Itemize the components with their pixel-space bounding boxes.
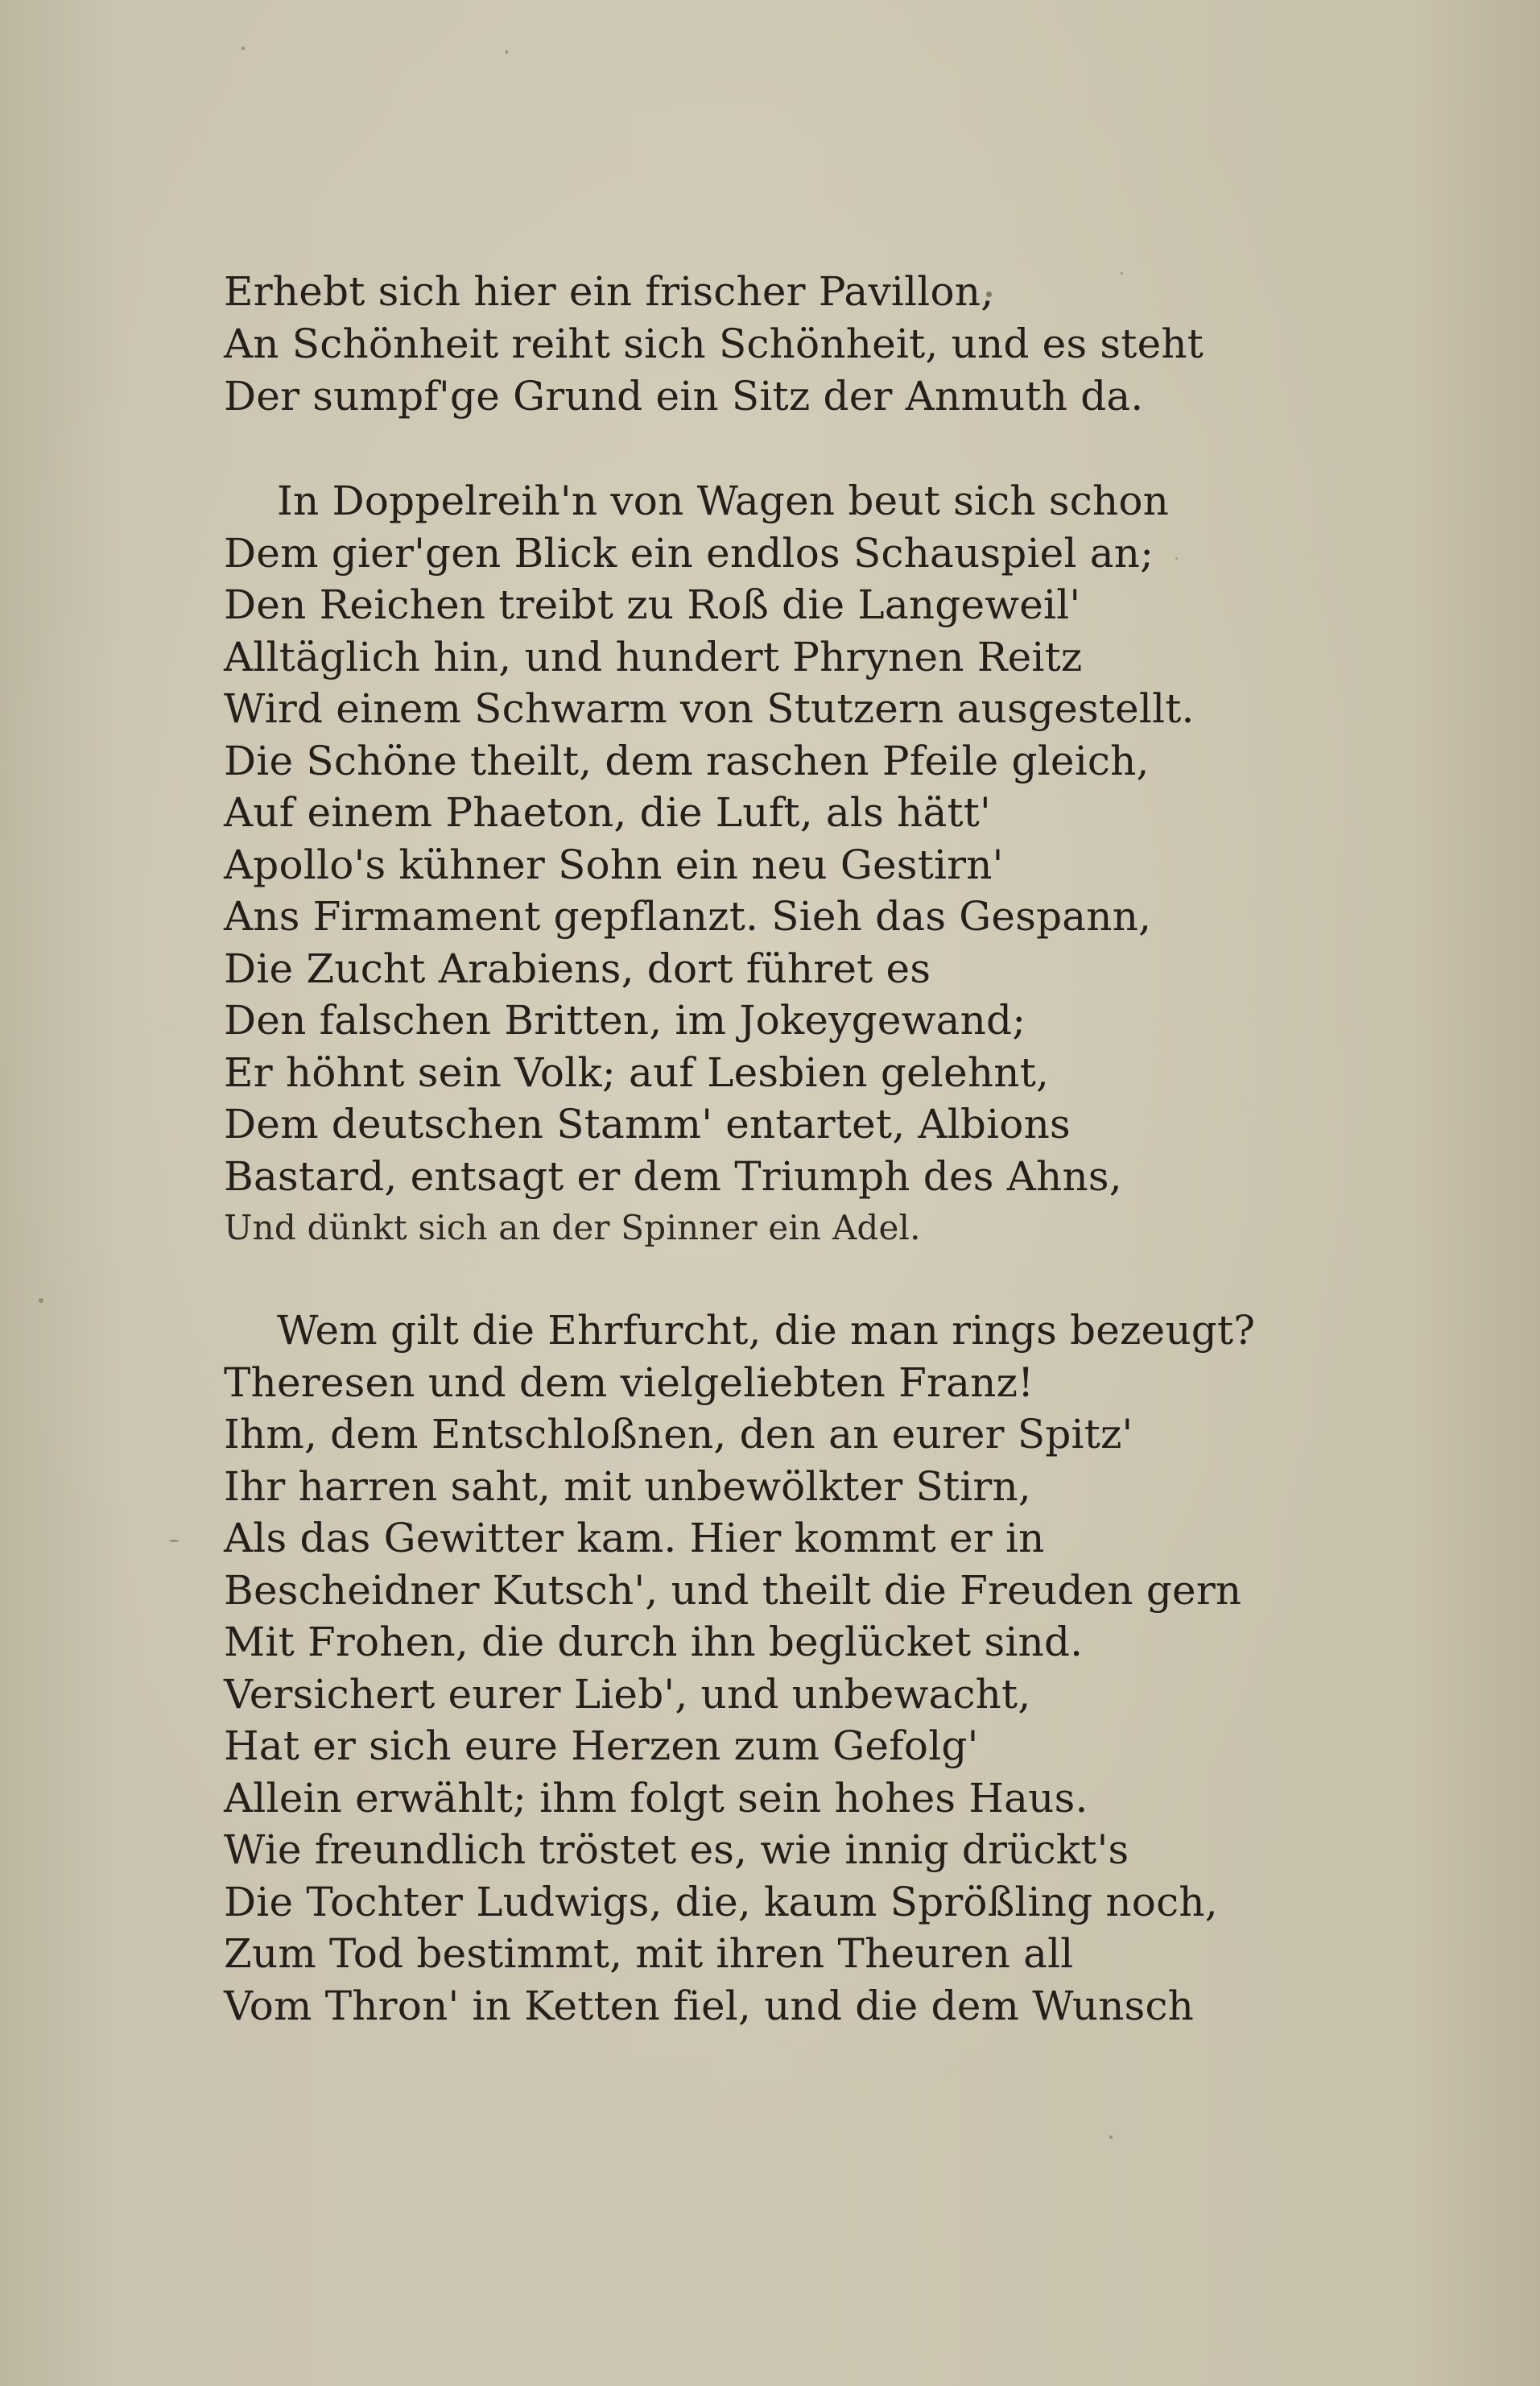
- verse-line: Auf einem Phaeton, die Luft, als hätt': [224, 789, 991, 836]
- verse-line: Bastard, entsagt er dem Triumph des Ahns,: [224, 1152, 1122, 1200]
- verse-line: Der sumpf'ge Grund ein Sitz der Anmuth da.: [224, 373, 1144, 420]
- verse-line: Ans Firmament gepflanzt. Sieh das Gespann,: [224, 893, 1152, 940]
- verse-line: Apollo's kühner Sohn ein neu Gestirn': [224, 841, 1004, 888]
- verse-line: Erhebt sich hier ein frischer Pavillon,: [224, 268, 994, 315]
- verse-line: Ihr harren saht, mit unbewölkter Stirn,: [224, 1462, 1031, 1510]
- verse-line: Wie freundlich tröstet es, wie innig drückt's: [224, 1826, 1129, 1873]
- verse-line: Die Schöne theilt, dem raschen Pfeile gleich,: [224, 737, 1150, 784]
- verse-line: Allein erwählt; ihm folgt sein hohes Haus.: [224, 1774, 1088, 1822]
- stanza: [224, 1305, 1256, 2032]
- verse-line: Theresen und dem vielgeliebten Franz!: [224, 1358, 1034, 1406]
- verse-line: Wem gilt die Ehrfurcht, die man rings bezeugt?: [277, 1307, 1256, 1354]
- verse-line: Die Tochter Ludwigs, die, kaum Sprößling noch,: [224, 1878, 1218, 1925]
- verse-line: Bescheidner Kutsch', und theilt die Freuden gern: [224, 1566, 1242, 1614]
- verse-line: Den Reichen treibt zu Roß die Langeweil': [224, 581, 1081, 628]
- verse-line: Als das Gewitter kam. Hier kommt er in: [224, 1515, 1045, 1561]
- verse-line: Vom Thron' in Ketten fiel, und die dem Wunsch: [224, 1982, 1195, 2029]
- verse-line: In Doppelreih'n von Wagen beut sich schon: [277, 478, 1170, 524]
- verse-line: Wird einem Schwarm von Stutzern ausgestellt.: [224, 685, 1195, 732]
- verse-line: Dem gier'gen Blick ein endlos Schauspiel an;: [224, 529, 1154, 577]
- verse-line: An Schönheit reiht sich Schönheit, und es steht: [224, 320, 1204, 367]
- verse-line: Zum Tod bestimmt, mit ihren Theuren all: [224, 1930, 1074, 1977]
- verse-line: Mit Frohen, die durch ihn beglücket sind.: [224, 1619, 1084, 1665]
- paper-speck: [1109, 2136, 1113, 2139]
- paper-speck: [242, 47, 245, 50]
- verse-line: Alltäglich hin, und hundert Phrynen Reitz: [224, 633, 1083, 680]
- verse-line: Er höhnt sein Volk; auf Lesbien gelehnt,: [224, 1048, 1050, 1096]
- verse-line: Hat er sich eure Herzen zum Gefolg': [224, 1722, 979, 1769]
- paper-speck: [506, 50, 508, 54]
- verse-line: Versichert eurer Lieb', und unbewacht,: [224, 1670, 1031, 1718]
- paper-speck: [169, 1540, 179, 1542]
- verse-line: Den falschen Britten, im Jokeygewand;: [224, 997, 1026, 1044]
- verse-line: Die Zucht Arabiens, dort führet es: [224, 945, 931, 992]
- stanza: [224, 475, 1230, 1255]
- stanza: [224, 266, 1230, 423]
- verse-line-damaged: Und dünkt sich an der Spinner ein Adel.: [224, 1208, 921, 1247]
- verse-line: Ihm, dem Entschloßnen, den an eurer Spitz': [224, 1411, 1133, 1458]
- paper-speck: [39, 1298, 43, 1303]
- verse-line: Dem deutschen Stamm' entartet, Albions: [224, 1101, 1071, 1148]
